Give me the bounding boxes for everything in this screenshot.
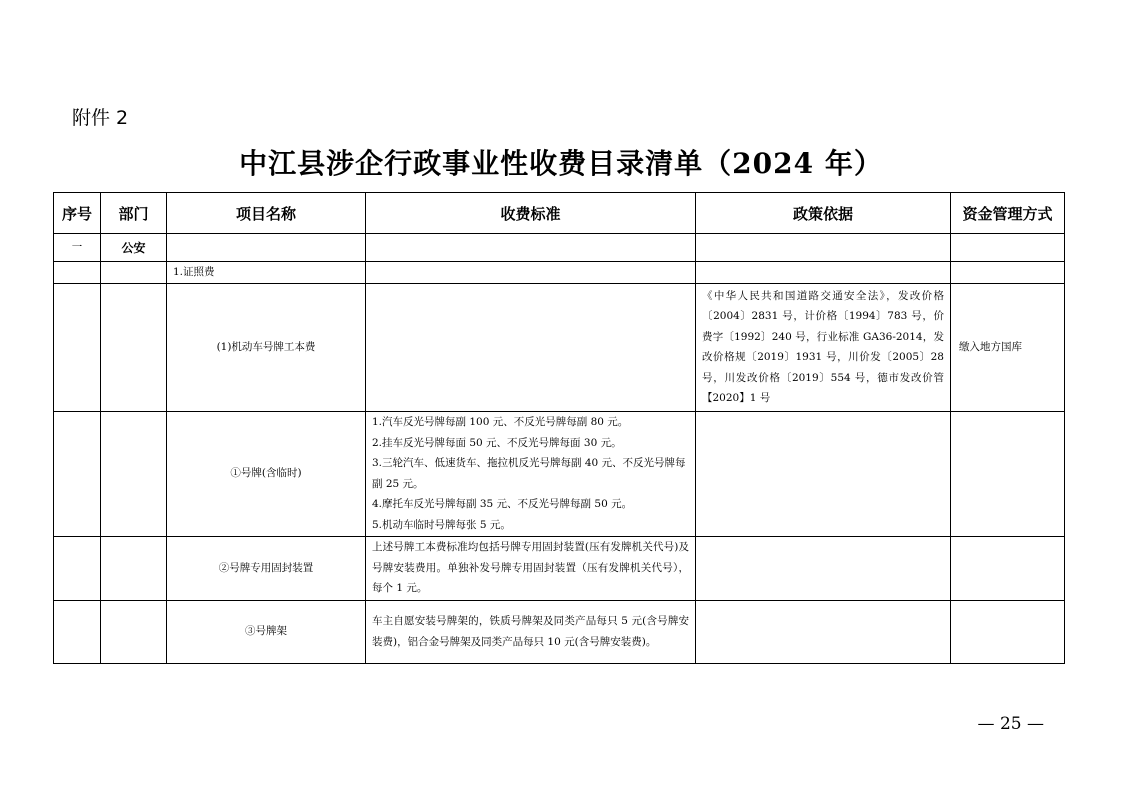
cell-fund (951, 411, 1065, 536)
cell-dept (101, 283, 167, 411)
fee-catalog-table (53, 192, 1065, 664)
standard-line: 3.三轮汽车、低速货车、拖拉机反光号牌每副 40 元、不反光号牌每副 25 元。 (372, 457, 686, 490)
cell-dept (101, 600, 167, 663)
cell-seq (54, 262, 101, 284)
cell-seq: 一 (54, 234, 101, 262)
cell-item (167, 234, 366, 262)
cell-fund (951, 600, 1065, 663)
table-row (54, 234, 1065, 262)
cell-dept: 公安 (101, 234, 167, 262)
cell-fund: 缴入地方国库 (951, 283, 1065, 411)
cell-basis (696, 411, 951, 536)
standard-line: 4.摩托车反光号牌每副 35 元、不反光号牌每副 50 元。 (372, 498, 633, 510)
standard-line: 2.挂车反光号牌每面 50 元、不反光号牌每面 30 元。 (372, 436, 622, 449)
standard-line: 1.汽车反光号牌每副 100 元、不反光号牌每副 80 元。 (372, 416, 629, 428)
attachment-label: 附件 2 (72, 107, 129, 129)
cell-item: ②号牌专用固封装置 (167, 536, 366, 600)
cell-seq (54, 536, 101, 600)
header-item-name: 项目名称 (167, 193, 366, 234)
cell-dept (101, 536, 167, 600)
cell-dept (101, 262, 167, 284)
header-seq: 序号 (54, 193, 101, 234)
cell-fund (951, 234, 1065, 262)
cell-basis: 《中华人民共和国道路交通安全法》，发改价格〔2004〕2831 号，计价格〔1994〕783 号，价费字〔1992〕240 号，行业标准 GA36-2014，发改价格规〔2019〕1931 号，川价发〔2005〕28 号，川发改价格〔2019〕554 号，德市发改价管【2020】1 号 (696, 283, 951, 411)
cell-seq (54, 600, 101, 663)
document-title: 中江县涉企行政事业性收费目录清单（2024 年） (239, 147, 883, 180)
cell-fund (951, 536, 1065, 600)
cell-seq (54, 411, 101, 536)
cell-standard: 车主自愿安装号牌架的，铁质号牌架及同类产品每只 5 元(含号牌安装费)，铝合金号牌架及同类产品每只 10 元(含号牌安装费)。 (366, 600, 696, 663)
header-fee-standard: 收费标准 (366, 193, 696, 234)
cell-item: (1)机动车号牌工本费 (167, 283, 366, 411)
cell-standard (366, 234, 696, 262)
table-row (54, 600, 1065, 663)
cell-standard (366, 283, 696, 411)
cell-item: 1.证照费 (167, 262, 366, 284)
header-dept: 部门 (101, 193, 167, 234)
cell-standard (366, 262, 696, 284)
table-row (54, 283, 1065, 411)
table-row (54, 536, 1065, 600)
cell-fund (951, 262, 1065, 284)
header-fund-management: 资金管理方式 (951, 193, 1065, 234)
cell-standard: 上述号牌工本费标准均包括号牌专用固封装置(压有发牌机关代号)及号牌安装费用。单独补发号牌专用固封装置（压有发牌机关代号），每个 1 元。 (366, 536, 696, 600)
table-header-row (54, 193, 1065, 234)
cell-basis (696, 262, 951, 284)
table-row (54, 262, 1065, 284)
cell-basis (696, 536, 951, 600)
cell-dept (101, 411, 167, 536)
cell-basis (696, 234, 951, 262)
cell-seq (54, 283, 101, 411)
cell-standard (366, 411, 696, 536)
header-policy-basis: 政策依据 (696, 193, 951, 234)
cell-item: ①号牌(含临时) (167, 411, 366, 536)
cell-item: ③号牌架 (167, 600, 366, 663)
standard-line: 5.机动车临时号牌每张 5 元。 (372, 518, 511, 531)
page-number: — 25 — (977, 714, 1044, 734)
cell-basis (696, 600, 951, 663)
table-row (54, 411, 1065, 536)
